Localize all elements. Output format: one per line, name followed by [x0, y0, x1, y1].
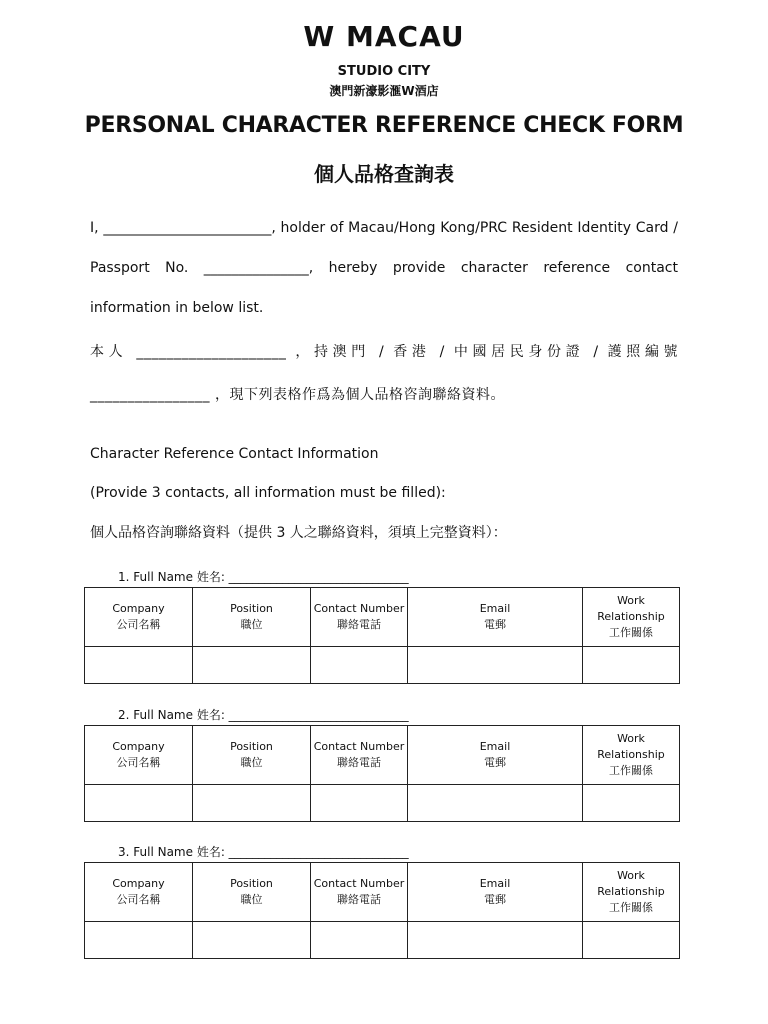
- studio-city-label: STUDIO CITY: [337, 64, 431, 79]
- company-cell[interactable]: [85, 785, 193, 822]
- email-cell[interactable]: [408, 647, 583, 684]
- column-header-email: Email 電郵: [408, 588, 583, 647]
- column-header-company: Company 公司名稱: [85, 863, 193, 922]
- contact-2-table: [84, 725, 680, 822]
- form-title: PERSONAL CHARACTER REFERENCE CHECK FORM: [84, 113, 684, 138]
- column-header-work-relationship: Work Relationship 工作關係: [583, 588, 680, 647]
- section-heading: Character Reference Contact Information: [90, 446, 379, 462]
- section-instruction: (Provide 3 contacts, all information must be filled):: [90, 485, 446, 501]
- company-cell[interactable]: [85, 922, 193, 959]
- email-cell[interactable]: [408, 922, 583, 959]
- work-relationship-cell[interactable]: [583, 785, 680, 822]
- hotel-name-cn: 澳門新濠影滙W酒店: [329, 84, 439, 98]
- column-header-company: Company 公司名稱: [85, 726, 193, 785]
- column-header-position: Position 職位: [193, 588, 311, 647]
- column-header-work-relationship: Work Relationship 工作關係: [583, 863, 680, 922]
- contact-number-cell[interactable]: [311, 647, 408, 684]
- section-instruction-cn: 個人品格咨詢聯絡資料（提供 3 人之聯絡資料，須填上完整資料）：: [90, 525, 507, 541]
- position-cell[interactable]: [193, 785, 311, 822]
- work-relationship-cell[interactable]: [583, 647, 680, 684]
- column-header-position: Position 職位: [193, 863, 311, 922]
- brand-logo: W MACAU: [303, 20, 465, 53]
- column-header-contact-number: Contact Number 聯絡電話: [311, 726, 408, 785]
- column-header-contact-number: Contact Number 聯絡電話: [311, 588, 408, 647]
- contact-number-cell[interactable]: [311, 785, 408, 822]
- column-header-email: Email 電郵: [408, 863, 583, 922]
- column-header-contact-number: Contact Number 聯絡電話: [311, 863, 408, 922]
- contact-2-name-field[interactable]: 2. Full Name 姓名: ______________________________: [118, 708, 409, 722]
- declaration-english: I, ________________________, holder of Macau/Hong Kong/PRC Resident Identity Card / Passport No. _______________, hereby provide character reference contact information in below list.: [90, 220, 678, 316]
- form-title-cn: 個人品格查詢表: [314, 162, 454, 186]
- column-header-position: Position 職位: [193, 726, 311, 785]
- column-header-company: Company 公司名稱: [85, 588, 193, 647]
- contact-1-name-field[interactable]: 1. Full Name 姓名: ______________________________: [118, 570, 409, 584]
- email-cell[interactable]: [408, 785, 583, 822]
- contact-1-table: [84, 587, 680, 684]
- company-cell[interactable]: [85, 647, 193, 684]
- contact-number-cell[interactable]: [311, 922, 408, 959]
- contact-3-table: [84, 862, 680, 959]
- declaration-chinese: 本人 ____________________ ，持澳門 / 香港 / 中國居民身份證 / 護照編號 ________________ ，現下列表格作爲為個人品格咨詢聯絡資料。: [90, 344, 678, 403]
- position-cell[interactable]: [193, 647, 311, 684]
- work-relationship-cell[interactable]: [583, 922, 680, 959]
- column-header-email: Email 電郵: [408, 726, 583, 785]
- contact-3-name-field[interactable]: 3. Full Name 姓名: ______________________________: [118, 845, 409, 859]
- column-header-work-relationship: Work Relationship 工作關係: [583, 726, 680, 785]
- position-cell[interactable]: [193, 922, 311, 959]
